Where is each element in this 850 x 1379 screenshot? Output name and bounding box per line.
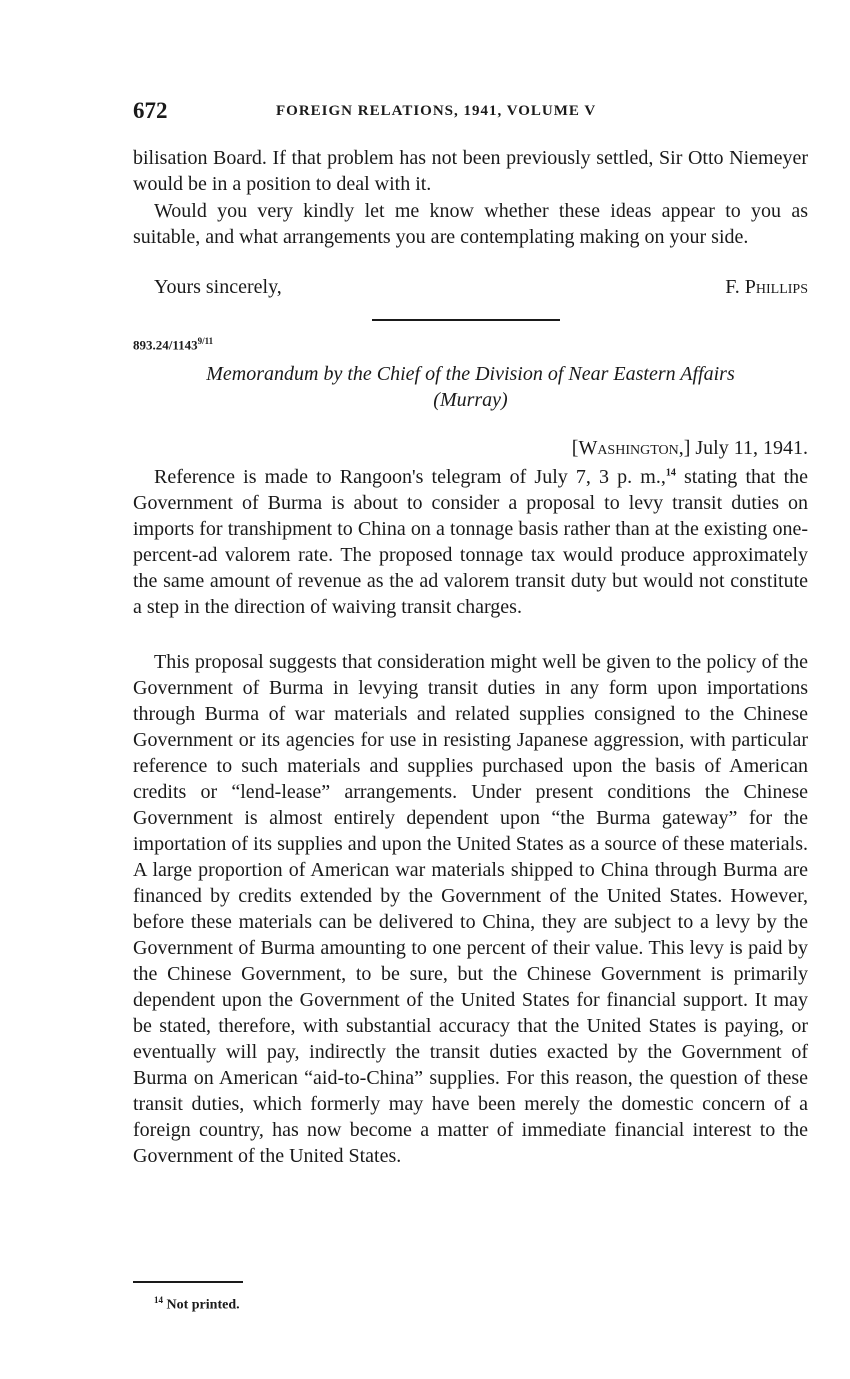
page-header: [133, 98, 808, 128]
dateline-date: July 11, 1941.: [695, 437, 808, 459]
memo-title: Memorandum by the Chief of the Division of Near Eastern Affairs (Murray): [133, 361, 808, 413]
page-number: 672: [133, 98, 168, 123]
letter-paragraph-1: bilisation Board. If that problem has not been previously settled, Sir Otto Niemeyer would be in a position to deal with it.: [133, 147, 808, 195]
file-reference-fraction: 9/11: [197, 336, 214, 346]
letter-paragraph-2: Would you very kindly let me know whether these ideas appear to you as suitable, and what arrangements you are contemplating making on your side.: [133, 200, 808, 248]
dateline: [572, 437, 808, 460]
memo-title-author: (Murray): [433, 389, 508, 411]
letter-closing: [133, 276, 808, 302]
running-head: FOREIGN RELATIONS, 1941, VOLUME V: [276, 103, 597, 119]
footnote-divider: [133, 1281, 243, 1283]
complimentary-close: Yours sincerely,: [154, 276, 282, 298]
dateline-place: [Washington,]: [571, 437, 691, 459]
footnote: [154, 1295, 240, 1314]
memo-paragraph-2: This proposal suggests that consideration might well be given to the policy of the Government of Burma in levying transit duties in any form upon importations through Burma of war materials and related supplies consigned to the Chinese Government or its agencies for use in resisting Japanese aggression, with particular reference to such materials and supplies purchased upon the basis of American credits or “lend-lease” arrangements. Under present conditions the Chinese Government is almost entirely dependent upon “the Burma gateway” for the importation of its supplies and upon the United States as a source of these materials. A large proportion of American war materials shipped to China through Burma are financed by credits extended by the Government of the United States. However, before these materials can be delivered to China, they are subject to a levy by the Government of Burma amounting to one percent of their value. This levy is paid by the Chinese Government, to be sure, but the Chinese Government is primarily dependent upon the Government of the United States for financial support. It may be stated, therefore, with substantial accuracy that the United States is paying, or eventually will pay, indirectly the transit duties exacted by the Government of Burma on American “aid-to-China” supplies. For this reason, the question of these transit duties, which formerly may have been merely the domestic concern of a foreign country, has now become a matter of immediate financial interest to the Government of the United States.: [133, 651, 808, 1167]
footnote-marker: 14: [154, 1295, 163, 1305]
footnote-text: Not printed.: [166, 1297, 240, 1313]
section-divider: [372, 319, 560, 321]
signature: F. Phillips: [725, 276, 808, 298]
footnote-reference: 14: [665, 467, 676, 479]
memo-paragraph-1: Reference is made to Rangoon's telegram of July 7, 3 p. m.,$^{14}$ stating that the Government of Burma is about to consider a proposal to levy transit duties on imports for transhipment to China on a tonnage basis rather than at the existing one-percent-ad valorem rate. The proposed tonnage tax would produce approximately the same amount of revenue as the ad valorem transit duty but would not constitute a step in the direction of waiving transit charges.: [133, 466, 808, 618]
file-reference: $893.24/1143^{9/11}$: [133, 336, 214, 353]
